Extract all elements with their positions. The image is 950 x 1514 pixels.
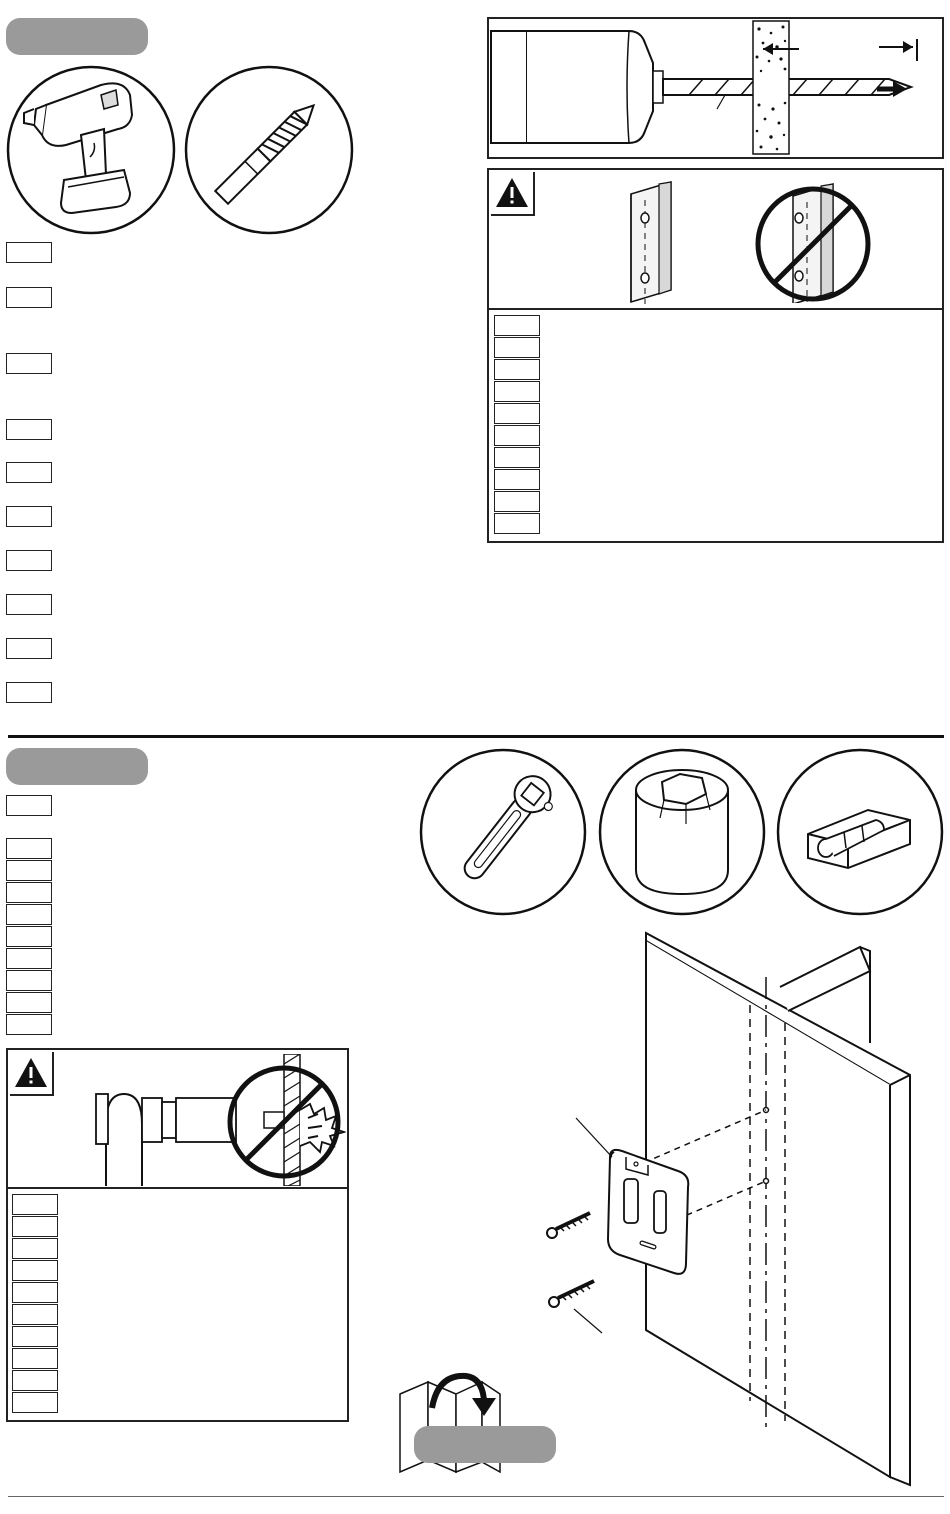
stud-centered-correct <box>619 180 689 305</box>
section-2-language-list <box>6 838 52 1036</box>
step-2-pill <box>6 748 148 785</box>
language-code-box <box>12 1194 58 1215</box>
language-code-box <box>6 506 52 527</box>
language-code-box <box>494 469 540 490</box>
warning-panel-overtighten <box>6 1048 349 1422</box>
section-divider <box>8 735 944 738</box>
language-code-box <box>12 1282 58 1303</box>
stud-offcenter-incorrect <box>751 178 876 303</box>
language-code-box <box>6 462 52 483</box>
language-code-box <box>6 353 52 374</box>
language-code-box <box>12 1216 58 1237</box>
language-code-box <box>494 337 540 358</box>
language-code-box <box>6 970 52 991</box>
drill-bit-icon <box>184 65 354 235</box>
language-code-box <box>12 1348 58 1369</box>
warning-triangle-icon <box>10 1052 54 1096</box>
socket-wrench-icon <box>419 748 587 916</box>
language-code-box <box>12 1304 58 1325</box>
language-code-box <box>6 795 52 816</box>
language-code-box <box>6 838 52 859</box>
language-code-box <box>12 1370 58 1391</box>
language-code-box <box>6 904 52 925</box>
continue-pill <box>414 1426 556 1463</box>
language-code-box <box>494 359 540 380</box>
language-code-box <box>494 403 540 424</box>
language-code-box <box>494 315 540 336</box>
language-code-box <box>6 550 52 571</box>
language-code-box <box>6 860 52 881</box>
warning-panel-stud-center <box>487 168 944 543</box>
warning-triangle-icon <box>491 172 535 216</box>
drilling-depth-diagram <box>487 17 944 159</box>
language-code-box <box>12 1326 58 1347</box>
cordless-drill-icon <box>6 65 176 235</box>
language-code-box <box>6 287 52 308</box>
language-code-box <box>494 381 540 402</box>
step-1-pill <box>6 18 148 55</box>
bubble-level-icon <box>776 748 944 916</box>
language-code-box <box>6 948 52 969</box>
hex-socket-icon <box>598 748 766 916</box>
language-code-box <box>12 1260 58 1281</box>
language-code-box <box>6 682 52 703</box>
language-code-box <box>6 926 52 947</box>
language-code-box <box>494 513 540 534</box>
language-code-box <box>6 638 52 659</box>
footer-rule <box>8 1496 944 1497</box>
language-code-box <box>494 425 540 446</box>
language-code-box <box>6 882 52 903</box>
wall-plate-mounting-illustration <box>530 925 920 1490</box>
language-code-box <box>12 1238 58 1259</box>
warning-panel-2-language-list <box>12 1194 58 1414</box>
language-code-box <box>6 242 52 263</box>
language-code-box <box>6 992 52 1013</box>
language-code-box <box>494 491 540 512</box>
language-code-box <box>494 447 540 468</box>
overtighten-illustration <box>88 1054 346 1186</box>
language-code-box <box>12 1392 58 1413</box>
language-code-box <box>6 1014 52 1035</box>
language-code-box <box>6 594 52 615</box>
warning-panel-1-language-list <box>494 315 540 535</box>
language-code-box <box>6 419 52 440</box>
